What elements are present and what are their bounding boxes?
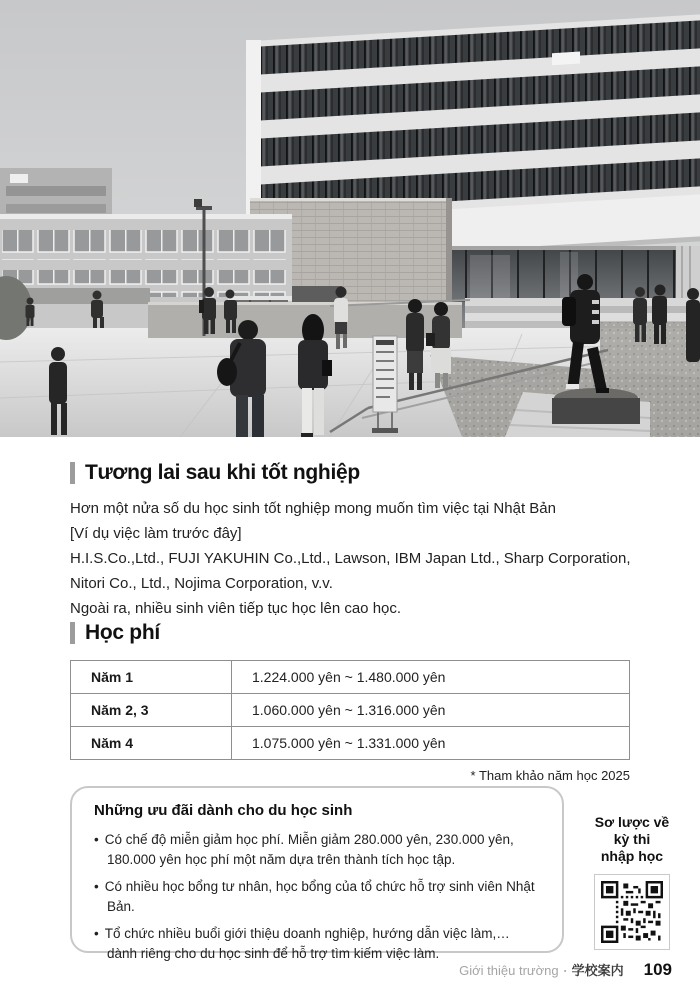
qr-code-pattern [601, 881, 663, 943]
campus-photo [0, 0, 700, 437]
table-row [71, 694, 630, 727]
exam-info-label-line: Sơ lược về [594, 814, 670, 830]
tuition-title: Học phí [85, 621, 160, 644]
benefit-item: • Có nhiều học bổng tư nhân, học bổng của tổ chức hỗ trợ sinh viên Nhật Bản. [94, 877, 538, 916]
benefits-list [94, 830, 538, 963]
exam-info-label-line: nhập học [600, 848, 664, 864]
exam-info-sidebar [564, 786, 700, 955]
exam-info-label [564, 814, 700, 865]
heading-accent-bar [70, 462, 75, 484]
career-line: [Ví dụ việc làm trước đây] [70, 525, 242, 542]
bottom-row [0, 786, 700, 961]
exam-info-label-line: kỳ thi [613, 831, 651, 847]
career-section-heading [70, 458, 700, 488]
benefits-box [70, 786, 564, 961]
benefits-title: Những ưu đãi dành cho du học sinh [94, 802, 353, 819]
qr-code [594, 874, 670, 950]
tuition-year-label: Năm 1 [71, 661, 232, 694]
page-number: 109 [643, 960, 672, 979]
career-line: H.I.S.Co.,Ltd., FUJI YAKUHIN Co.,Ltd., Lawson, IBM Japan Ltd., Sharp Corporation, Nitori Co., Ltd., Nojima Corporation, v.v. [70, 550, 631, 592]
tuition-year-label: Năm 2, 3 [71, 694, 232, 727]
campus-photo-illustration [0, 0, 700, 437]
footer-separator: ・ [559, 966, 571, 978]
career-text [70, 496, 636, 621]
career-line: Ngoài ra, nhiều sinh viên tiếp tục học lên cao học. [70, 600, 402, 617]
tuition-note: * Tham khảo năm học 2025 [470, 768, 630, 783]
footer-label-japanese: 学校案内 [571, 963, 624, 978]
tuition-fee-value: 1.075.000 yên ~ 1.331.000 yên [232, 727, 630, 760]
table-row [71, 727, 630, 760]
benefit-item: • Tổ chức nhiều buổi giới thiệu doanh nghiệp, hướng dẫn việc làm,… dành riêng cho du học sinh để hỗ trợ tìm kiếm việc làm. [94, 924, 538, 963]
tuition-table [70, 660, 630, 760]
page-footer [459, 960, 672, 980]
footer-label-vietnamese: Giới thiệu trường [459, 963, 559, 978]
table-row [71, 661, 630, 694]
tuition-fee-value: 1.224.000 yên ~ 1.480.000 yên [232, 661, 630, 694]
career-line: Hơn một nửa số du học sinh tốt nghiệp mong muốn tìm việc tại Nhật Bản [70, 500, 556, 517]
career-title: Tương lai sau khi tốt nghiệp [85, 461, 360, 484]
tuition-section-heading [70, 618, 700, 648]
tuition-fee-value: 1.060.000 yên ~ 1.316.000 yên [232, 694, 630, 727]
career-section [0, 458, 700, 621]
heading-accent-bar [70, 622, 75, 644]
tuition-year-label: Năm 4 [71, 727, 232, 760]
benefit-item: • Có chế độ miễn giảm học phí. Miễn giảm 280.000 yên, 230.000 yên, 180.000 yên học phí một năm dựa trên thành tích học tập. [94, 830, 538, 869]
tuition-section [0, 618, 700, 783]
